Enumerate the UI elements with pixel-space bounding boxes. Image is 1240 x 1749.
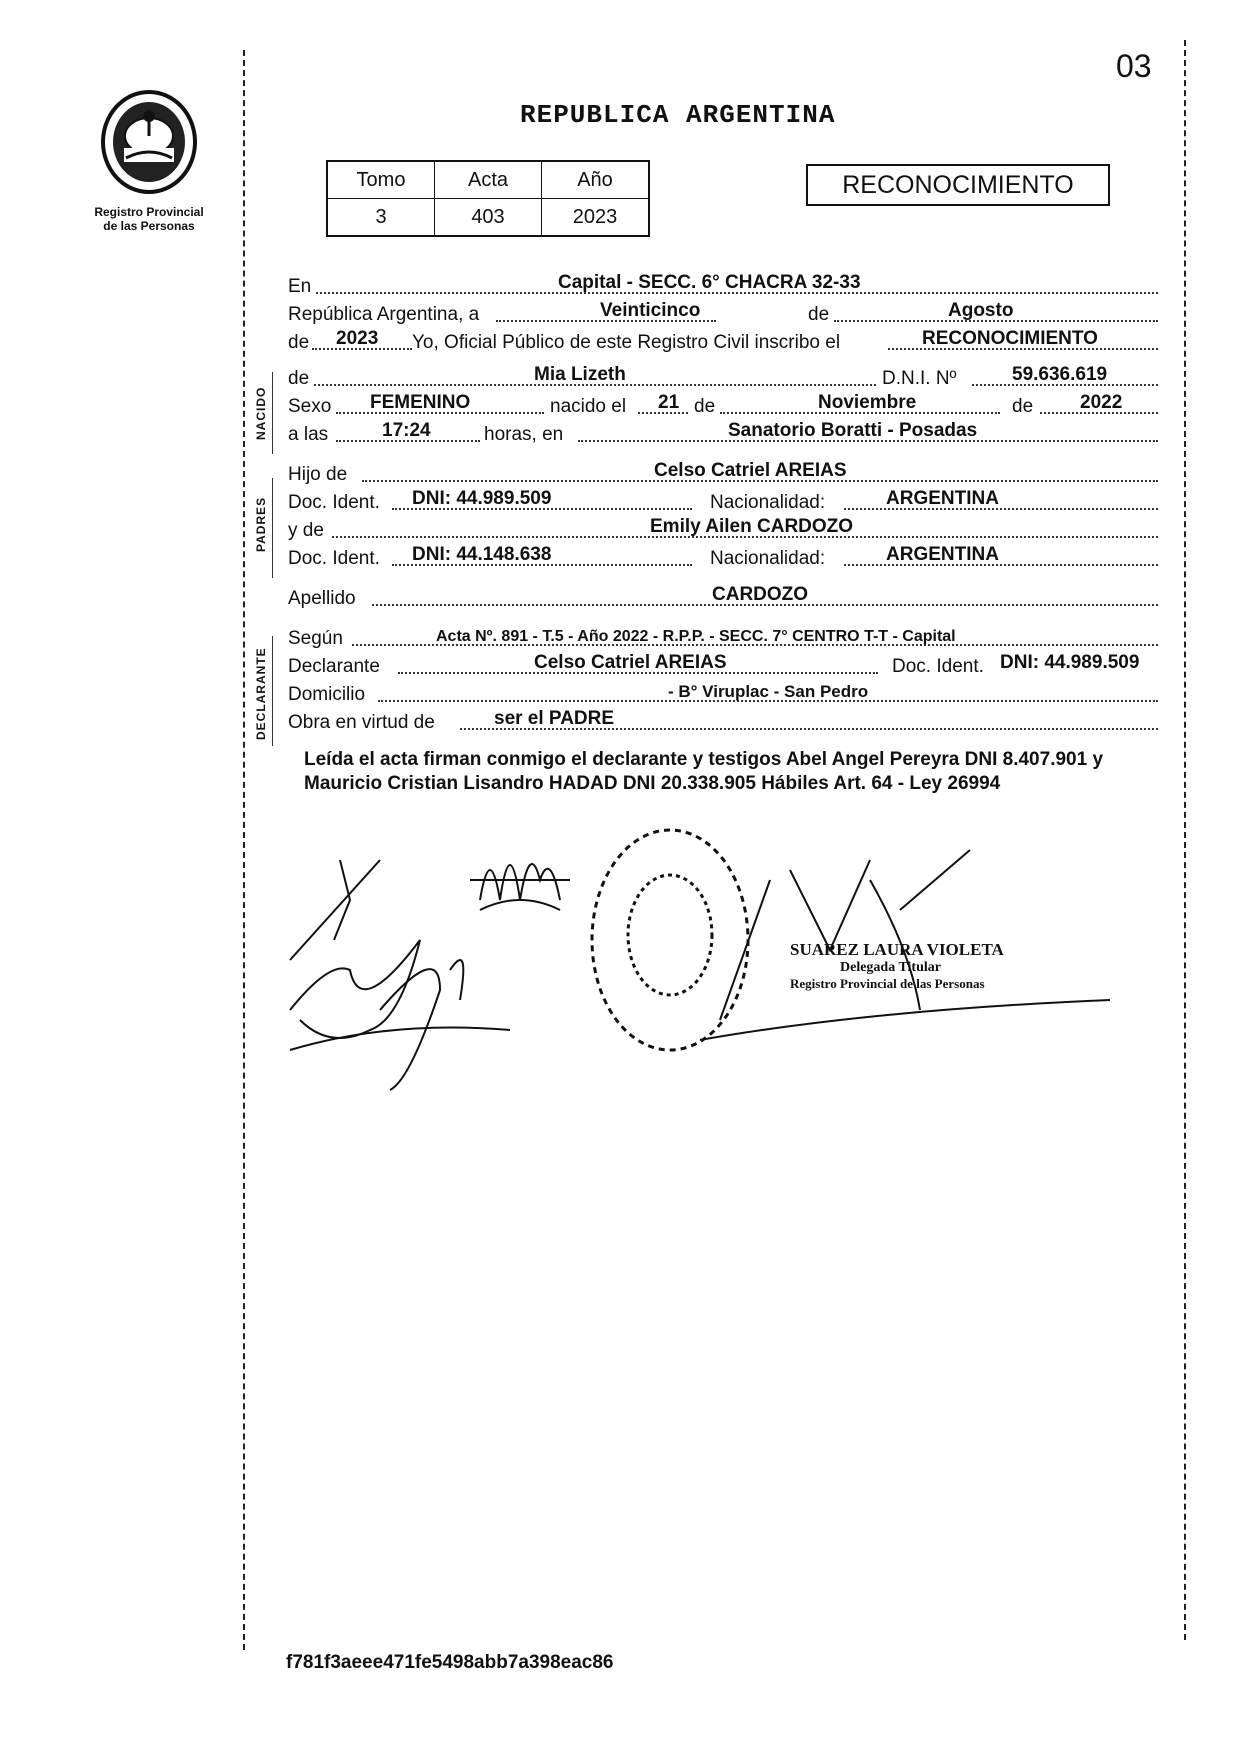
- table-header-tomo: Tomo: [327, 161, 435, 199]
- label-republica: República Argentina, a: [288, 304, 480, 325]
- row-domicilio: [288, 680, 1158, 706]
- section-label-nacido: NACIDO: [254, 386, 268, 440]
- official-seal-icon: [592, 830, 748, 1050]
- label-alas: a las: [288, 424, 329, 445]
- label-hijo: Hijo de: [288, 464, 348, 485]
- table-header-acta: Acta: [435, 161, 542, 199]
- right-margin-line: [1184, 40, 1186, 1640]
- padres-bar: [272, 478, 273, 578]
- value-father-nat: ARGENTINA: [886, 488, 999, 509]
- declarant-signature-icon: [290, 860, 510, 1090]
- label-horas: horas, en: [484, 424, 564, 445]
- row-declarante: [288, 652, 1158, 678]
- registry-table: [326, 160, 650, 237]
- label-doc: Doc. Ident.: [288, 492, 380, 513]
- left-margin-line: [243, 50, 245, 1650]
- value-declarante: Celso Catriel AREIAS: [534, 652, 727, 673]
- row-en: [288, 272, 1158, 298]
- label-yde: y de: [288, 520, 324, 541]
- label-obra: Obra en virtud de: [288, 712, 435, 733]
- label-de2: de: [288, 332, 310, 353]
- value-en: Capital - SECC. 6° CHACRA 32-33: [558, 272, 861, 293]
- declarante-bar: [272, 636, 273, 746]
- value-name: Mia Lizeth: [534, 364, 626, 385]
- value-father: Celso Catriel AREIAS: [654, 460, 847, 481]
- label-apellido: Apellido: [288, 588, 356, 609]
- page-title: REPUBLICA ARGENTINA: [520, 100, 836, 130]
- value-month: Agosto: [948, 300, 1014, 321]
- label-de3: de: [288, 368, 310, 389]
- label-en: En: [288, 276, 312, 297]
- value-segun: Acta Nº. 891 - T.5 - Año 2022 - R.P.P. - SECC. 7° CENTRO T-T - Capital: [436, 628, 956, 645]
- row-obra: [288, 708, 1158, 734]
- section-label-declarante: DECLARANTE: [254, 647, 268, 740]
- witness-signature-icon: [470, 864, 570, 910]
- nacido-bar: [272, 372, 273, 454]
- value-birth-year: 2022: [1080, 392, 1123, 413]
- table-value-anio: 2023: [542, 199, 650, 237]
- row-nombre: [288, 364, 1158, 390]
- row-inscribo: [288, 328, 1158, 354]
- label-domicilio: Domicilio: [288, 684, 366, 705]
- label-de: de: [808, 304, 830, 325]
- value-birth-day: 21: [658, 392, 680, 413]
- value-obra: ser el PADRE: [494, 708, 615, 729]
- value-day: Veinticinco: [600, 300, 701, 321]
- label-oficial: Yo, Oficial Público de este Registro Civil inscribo el: [412, 332, 841, 353]
- value-mother: Emily Ailen CARDOZO: [650, 516, 854, 537]
- row-apellido: [288, 584, 1158, 610]
- value-mother-doc: DNI: 44.148.638: [412, 544, 552, 565]
- value-year: 2023: [336, 328, 379, 349]
- row-mother: [288, 516, 1158, 542]
- label-sexo: Sexo: [288, 396, 332, 417]
- document-hash: f781f3aeee471fe5498abb7a398eac86: [286, 1652, 614, 1673]
- row-father-doc: [288, 488, 1158, 514]
- logo-caption-line2: de las Personas: [103, 219, 195, 233]
- value-place: Sanatorio Boratti - Posadas: [728, 420, 978, 441]
- label-declarante: Declarante: [288, 656, 380, 677]
- value-sexo: FEMENINO: [370, 392, 471, 413]
- logo-caption-line1: Registro Provincial: [94, 205, 204, 219]
- label-doc3: Doc. Ident.: [892, 656, 984, 677]
- page-number: 03: [1116, 48, 1152, 84]
- act-type-box: RECONOCIMIENTO: [806, 164, 1110, 206]
- officer-role: Delegada Titular: [840, 960, 941, 975]
- value-father-doc: DNI: 44.989.509: [412, 488, 552, 509]
- row-mother-doc: [288, 544, 1158, 570]
- label-nacionalidad2: Nacionalidad:: [710, 548, 826, 569]
- label-de4: de: [694, 396, 716, 417]
- row-sexo: [288, 392, 1158, 418]
- officer-block: [790, 940, 1090, 992]
- row-hora: [288, 420, 1158, 446]
- value-mother-nat: ARGENTINA: [886, 544, 999, 565]
- officer-office: Registro Provincial de las Personas: [790, 976, 985, 991]
- closing-text: Leída el acta firman conmigo el declarante y testigos Abel Angel Pereyra DNI 8.407.901 y Mauricio Cristian Lisandro HADAD DNI 20.338.905 Hábiles Art. 64 - Ley 26994: [304, 749, 1104, 794]
- value-birth-month: Noviembre: [818, 392, 917, 413]
- value-apellido: CARDOZO: [712, 584, 809, 605]
- table-value-tomo: 3: [327, 199, 435, 237]
- value-time: 17:24: [382, 420, 431, 441]
- value-declarante-doc: DNI: 44.989.509: [1000, 652, 1140, 673]
- row-fecha: [288, 300, 1158, 326]
- label-nacionalidad: Nacionalidad:: [710, 492, 826, 513]
- label-de5: de: [1012, 396, 1034, 417]
- label-nacido: nacido el: [550, 396, 627, 417]
- row-hijo: [288, 460, 1158, 486]
- coat-of-arms-icon: [94, 86, 204, 196]
- value-dni: 59.636.619: [1012, 364, 1108, 385]
- value-inscribo: RECONOCIMIENTO: [922, 328, 1098, 349]
- registry-logo: [84, 86, 214, 233]
- table-header-anio: Año: [542, 161, 650, 199]
- section-label-padres: PADRES: [254, 496, 268, 552]
- table-value-acta: 403: [435, 199, 542, 237]
- officer-name: SUAREZ LAURA VIOLETA: [790, 940, 1004, 959]
- value-domicilio: - B° Viruplac - San Pedro: [668, 682, 869, 701]
- label-dni: D.N.I. Nº: [882, 368, 957, 389]
- label-segun: Según: [288, 628, 343, 649]
- label-doc2: Doc. Ident.: [288, 548, 380, 569]
- row-segun: [288, 624, 1158, 650]
